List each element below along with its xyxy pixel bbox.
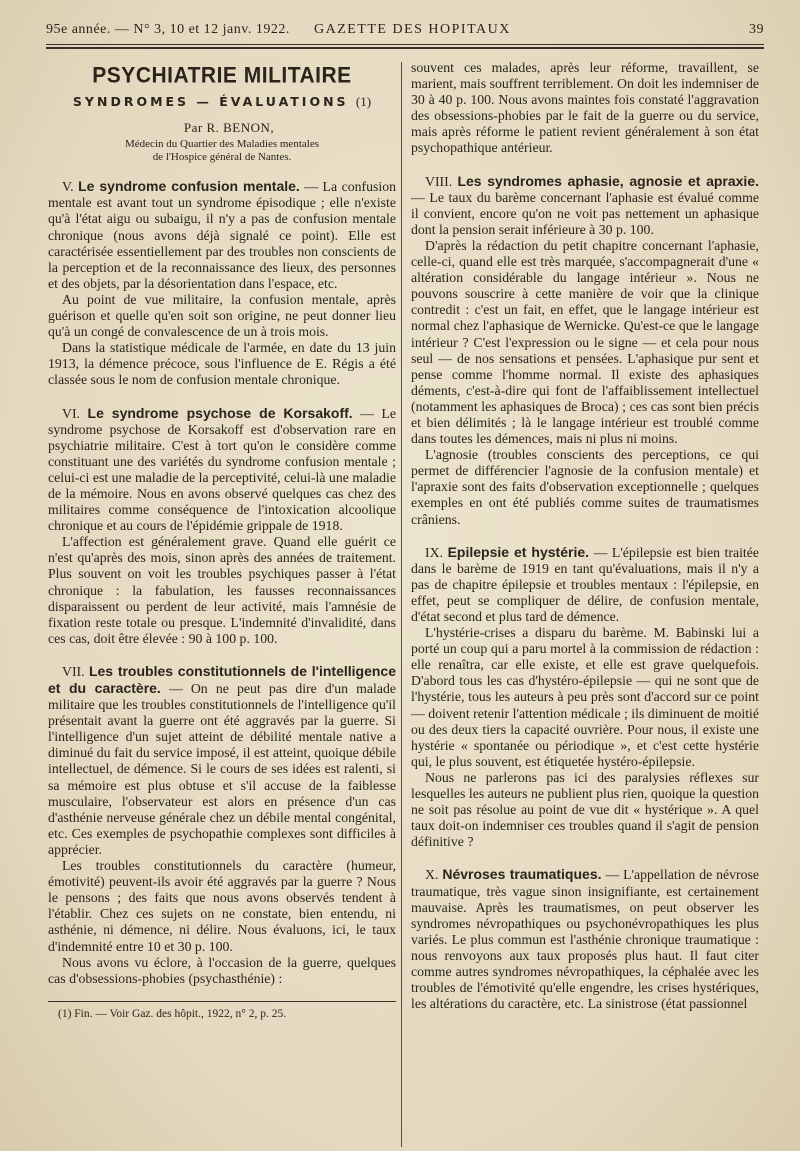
section-vii-number: VII. <box>62 663 85 679</box>
section-vi-number: VI. <box>62 405 81 421</box>
section-vii <box>48 663 396 858</box>
section-v-heading: Le syndrome confusion mentale. <box>78 178 300 195</box>
byline: Par R. BENON, <box>183 120 275 136</box>
paragraph: Au point de vue militaire, la confusion mentale, après guérison et quelle qu'en soit son origine, ne peut donner lieu qu'à un congé de convalescence de un à trois mois. <box>48 291 396 340</box>
section-vii-text: — On ne peut pas dire d'un malade militaire que les troubles constitutionnels de l'intelligence qu'il présentait avant la guerre ont été aggravés par la guerre. Si l'intelligence d'un sujet atteint de débilité mentale native a diminué du fait du service imposé, il est atteint, quoique débile intellectuel, de démence. Si le cours de ses idées est ralenti, si sa mémoire est plus obtuse et s'il accuse de la faiblesse musculaire, l'observateur est alors en présence d'un cas d'asthénie nerveuse générale chez un débile mental congénital, etc. Ces exemples de psychopathie complexes sont difficiles à apprécier. <box>48 681 397 857</box>
section-viii-number: VIII. <box>425 173 453 189</box>
footnote-rule <box>48 1001 396 1002</box>
section-x <box>411 866 759 1012</box>
subtitle-text: SYNDROMES — ÉVALUATIONS <box>72 94 349 110</box>
section-v-text: — La confusion mentale est avant tout un syndrome épisodique ; elle n'existe qu'à l'état aigu ou subaigu, il n'y a pas de confusion mentale chronique (nous avons déjà signalé ce point). Elle est caractérisée essentiellement par des troubles non conscients de la perception et de la reconnaissance des lieux, des personnes et des objets, par la désorientation dans l'espace, etc. <box>48 179 397 291</box>
paragraph: D'après la rédaction du petit chapitre concernant l'aphasie, celle-ci, quand elle est très marquée, s'accompagnerait d'une « altération considérable du langage intérieur ». Nous ne pouvons souscrire à cette manière de voir que la clinique contredit : c'est un fait, en effet, que le langage intérieur est normal chez l'aphasique de Wernicke. Qu'est-ce que le langage intérieur ? C'est l'expression ou le signe — et cela pour nous seul — de nos sensations et pensées. L'aphasique pur sent et pense comme l'homme normal. Il existe des aphasiques déments, c'est-à-dire qui font de l'affaiblissement intellectuel (notamment les aphasiques de Broca) ; ces cas sont bien précis et bien délimités ; là le langage intérieur est troublé comme dans toutes les démences, mais ni plus ni moins. <box>411 237 759 447</box>
section-ix-text: — L'épilepsie est bien traitée dans le barème de 1919 en tant qu'évaluations, mais il n'y a pas de chapitre épilepsie et troubles mentaux : l'épilepsie, en effet, peut se compliquer de délire, de confusion mentale, d'état second et plus tard de démence. <box>411 544 759 624</box>
section-x-heading: Névroses traumatiques. <box>442 866 602 883</box>
affiliation <box>48 138 396 164</box>
section-v-number: V. <box>62 179 74 195</box>
section-ix <box>411 544 759 625</box>
header-rule-thick <box>46 47 764 49</box>
section-v <box>48 178 396 292</box>
continued-paragraph: souvent ces malades, après leur réforme, travaillent, se marient, mais souffrent terriblement. On doit les indemniser de 30 à 40 p. 100. Nous avons maintes fois constaté l'aggravation des obsessions-phobies par le fait de la guerre ou du service, mais après réforme le patient revient généralement à son état psychopathique antérieur. <box>411 60 759 156</box>
journal-title: GAZETTE DES HOPITAUX <box>314 22 511 37</box>
right-column <box>411 60 759 1012</box>
paragraph: Nous ne parlerons pas ici des paralysies réflexes sur lesquelles les auteurs ne publient plus rien, quoique la question ne soit pas résolue au point de vue dit « hystérique ». A quel taux doit-on indemniser ces troubles quand il s'agit de pension définitive ? <box>411 769 759 850</box>
section-vi-heading: Le syndrome psychose de Korsakoff. <box>87 404 353 421</box>
section-x-number: X. <box>425 867 439 883</box>
paragraph: L'affection est généralement grave. Quand elle guérit ce n'est qu'après des mois, sinon après des années de traitement. Plus souvent on voit les troubles psychiques passer à l'état chronique : la fabulation, les fausses reconnaissances disparaissent ou perdent de leur activité, mais l'amnésie de fixation reste totale ou presque. L'indemnité d'invalidité, dans ces cas, doit être élevée : 90 à 100 p. 100. <box>48 534 396 646</box>
left-column <box>48 60 396 1021</box>
affiliation-line-2: de l'Hospice général de Nantes. <box>152 151 292 164</box>
section-vi <box>48 405 396 535</box>
section-ix-number: IX. <box>425 544 444 560</box>
section-ix-heading: Epilepsie et hystérie. <box>447 543 590 560</box>
affiliation-line-1: Médecin du Quartier des Maladies mentales <box>125 138 319 151</box>
column-divider <box>401 62 402 1147</box>
subtitle-footnote-ref: (1) <box>355 94 372 110</box>
header-rule <box>46 44 764 45</box>
section-viii-heading: Les syndromes aphasie, agnosie et apraxie. <box>457 172 759 189</box>
issue-info: 95e année. — N° 3, 10 et 12 janv. 1922. <box>46 22 290 37</box>
section-x-text: — L'appellation de névrose traumatique, très vague sinon insignifiante, est certainement mauvaise. Après les traumatismes, on peut observer les syndromes névropathiques ou psychonévropathiques les plus variés. Le plus commun est l'asthénie chronique traumatique : nous renvoyons aux taux proposés plus haut. Il faut citer comme autres syndromes névropathiques, la céphalée avec les troubles de l'émotivité qu'elle engendre, les crises hystériques, les altérations du caractère, etc. La sinistrose (état passionnel <box>411 867 760 1012</box>
section-vii-heading: Les troubles constitutionnels de l'intelligence et du caractère. <box>48 662 396 696</box>
paragraph: Dans la statistique médicale de l'armée, en date du 13 juin 1913, la démence précoce, sous l'influence de E. Régis a été classée sous le nom de confusion mentale chronique. <box>48 340 396 388</box>
section-viii <box>411 173 759 238</box>
section-viii-text: — Le taux du barème concernant l'aphasie est évalué comme il convient, encore qu'on ne voit pas nettement un aphasique dont la pension serait inférieure à 30 p. 100. <box>411 189 759 237</box>
paragraph: L'agnosie (troubles conscients des perceptions, ce qui permet de différencier l'agnosie de la confusion mentale) et l'apraxie sont des faits d'observation exceptionnelle ; quelques exemples en ont été publiés comme suites de traumatismes crâniens. <box>411 447 759 527</box>
paragraph: Les troubles constitutionnels du caractère (humeur, émotivité) peuvent-ils avoir été aggravés par la guerre ? Nous le pensons ; des faits que nous avons observés tendent à l'établir. Chez ces sujets on ne constate, bien entendu, ni asthénie, ni démence, ni délire. Nous évaluons, ici, le taux d'indemnité entre 10 et 30 p. 100. <box>48 858 396 954</box>
article-subtitle <box>48 94 396 110</box>
section-vi-text: — Le syndrome psychose de Korsakoff est d'observation rare en psychiatrie militaire. C'est à tort qu'on le considère comme constituant une des variétés du syndrome confusion mentale ; celui-ci est une maladie de la perceptivité, celui-là une maladie de la mémoire. Nous en avons observé quelques cas chez des militaires comme conséquence de l'intoxication alcoolique chronique et au cours de l'épidémie grippale de 1918. <box>48 405 397 534</box>
paragraph: L'hystérie-crises a disparu du barème. M. Babinski lui a porté un coup qui a paru mortel à la commission de rédaction : elle renaîtra, car elle existe, et elle est grave quelquefois. D'abord tous les cas d'hystéro-épilepsie — qui ne sont que de l'hystérie, tous les auteurs à peu près sont d'accord sur ce point — doivent retenir l'attention médicale ; ils diminuent de moitié ou des deux tiers la capacité ouvrière. Pour nous, il existe une hystérie « spontanée ou périodique », et c'est cette hystérie qui, le plus souvent, est étiquetée hystéro-épilepsie. <box>411 625 759 769</box>
footnote: (1) Fin. — Voir Gaz. des hôpit., 1922, n° 2, p. 25. <box>58 1007 287 1020</box>
paragraph: Nous avons vu éclore, à l'occasion de la guerre, quelques cas d'obsessions-phobies (psychasthénie) : <box>48 954 396 986</box>
running-head <box>46 22 764 42</box>
section-title: PSYCHIATRIE MILITAIRE <box>92 63 352 88</box>
page-number: 39 <box>749 22 764 37</box>
